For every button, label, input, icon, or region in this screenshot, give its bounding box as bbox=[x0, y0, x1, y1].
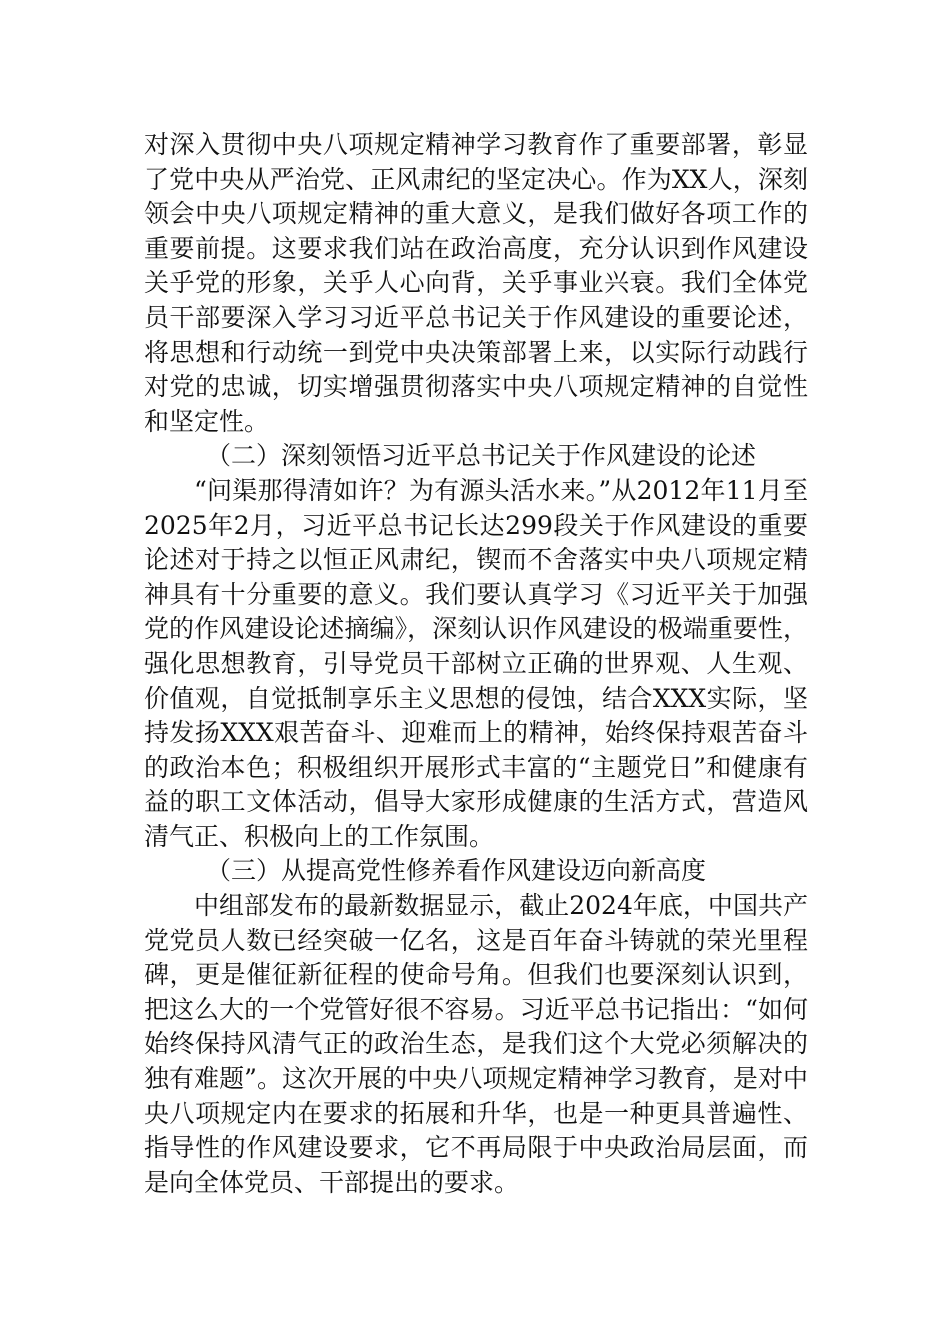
paragraph-section-2: “问渠那得清如许？为有源头活水来。”从2012年11月至2025年2月，习近平总书记长达299段关于作风建设的重要论述对于持之以恒正风肃纪，锲而不舍落实中央八项规定精神具有十分重要的意义。我们要认真学习《习近平关于加强党的作风建设论述摘编》，深刻认识作风建设的极端重要性，强化思想教育，引导党员干部树立正确的世界观、人生观、价值观，自觉抵制享乐主义思想的侵蚀，结合XXX实际，坚持发扬XXX艰苦奋斗、迎难而上的精神，始终保持艰苦奋斗的政治本色；积极组织开展形式丰富的“主题党日”和健康有益的职工文体活动，倡导大家形成健康的生活方式，营造风清气正、积极向上的工作氛围。 bbox=[144, 475, 808, 851]
section-heading-3: （三）从提高党性修养看作风建设迈向新高度 bbox=[206, 856, 707, 886]
section-heading-2: （二）深刻领悟习近平总书记关于作风建设的论述 bbox=[206, 441, 757, 471]
document-body bbox=[144, 128, 808, 1200]
paragraph-section-3: 中组部发布的最新数据显示，截止2024年底，中国共产党党员人数已经突破一亿名，这是百年奋斗铸就的荣光里程碑，更是催征新征程的使命号角。但我们也要深刻认识到，把这么大的一个党管好很不容易。习近平总书记指出：“如何始终保持风清气正的政治生态，是我们这个大党必须解决的独有难题”。这次开展的中央八项规定精神学习教育，是对中央八项规定内在要求的拓展和升华，也是一种更具普遍性、指导性的作风建设要求，它不再局限于中央政治局层面，而是向全体党员、干部提出的要求。 bbox=[144, 891, 808, 1197]
paragraph-continued: 对深入贯彻中央八项规定精神学习教育作了重要部署，彰显了党中央从严治党、正风肃纪的坚定决心。作为XX人，深刻领会中央八项规定精神的重大意义，是我们做好各项工作的重要前提。这要求我们站在政治高度，充分认识到作风建设关乎党的形象，关乎人心向背，关乎事业兴衰。我们全体党员干部要深入学习习近平总书记关于作风建设的重要论述，将思想和行动统一到党中央决策部署上来，以实际行动践行对党的忠诚，切实增强贯彻落实中央八项规定精神的自觉性和坚定性。 bbox=[144, 130, 808, 436]
